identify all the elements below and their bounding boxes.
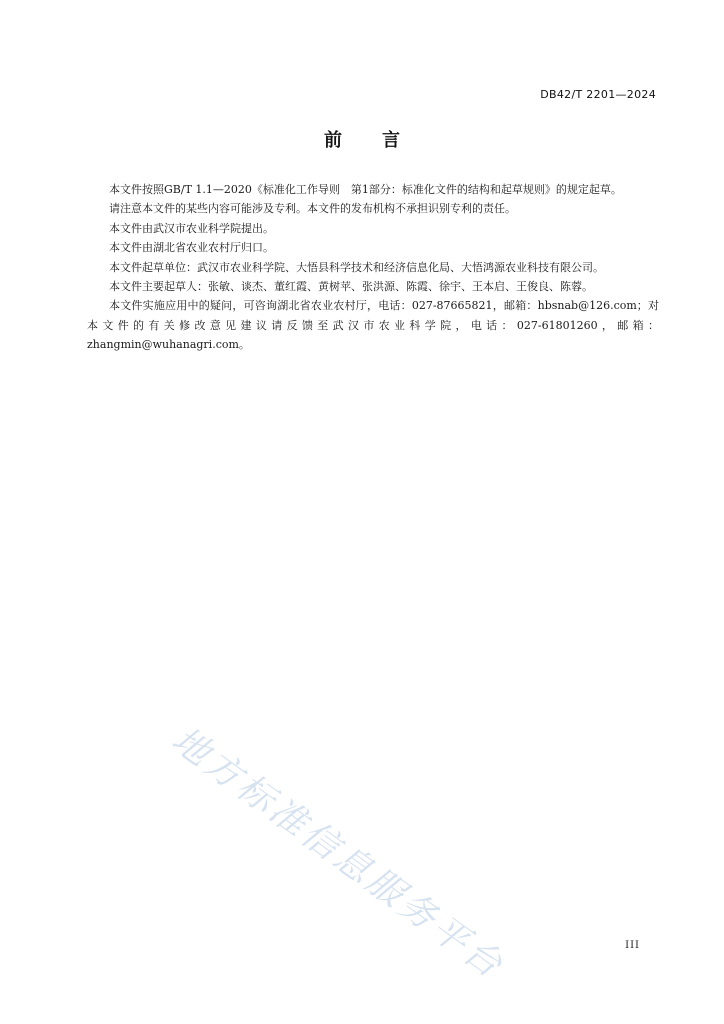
title-char-2: 言	[382, 130, 400, 151]
paragraph-proposed-by: 本文件由武汉市农业科学院提出。	[109, 221, 274, 235]
paragraph-administered-by: 本文件由湖北省农业农村厅归口。	[109, 241, 274, 255]
title-char-1: 前	[324, 130, 342, 151]
paragraph-contact-info: 本文件实施应用中的疑问，可咨询湖北省农业农村厅，电话：027-87665821，邮箱：hbsnab@126.com；对本文件的有关修改意见建议请反馈至武汉市农业科学院，电话：027-61801260，邮箱：zhangmin@wuhanagri.com。	[87, 299, 659, 352]
page-number: III	[625, 940, 640, 951]
standard-code: DB42/T 2201—2024	[540, 88, 656, 101]
foreword-body	[87, 180, 659, 355]
paragraph-drafters: 本文件主要起草人：张敏、谈杰、董红霞、黄树苹、张洪源、陈霞、徐宇、王本启、王俊良、陈蓉。	[109, 280, 593, 294]
page-title	[0, 126, 724, 152]
paragraph-patent-notice: 请注意本文件的某些内容可能涉及专利。本文件的发布机构不承担识别专利的责任。	[109, 202, 516, 216]
paragraph-drafting-rules: 本文件按照GB/T 1.1—2020《标准化工作导则 第1部分：标准化文件的结构和起草规则》的规定起草。	[109, 183, 622, 196]
paragraph-drafting-units: 本文件起草单位：武汉市农业科学院、大悟县科学技术和经济信息化局、大悟鸿源农业科技有限公司。	[109, 260, 604, 274]
watermark: 地方标准信息服务平台	[164, 719, 512, 988]
